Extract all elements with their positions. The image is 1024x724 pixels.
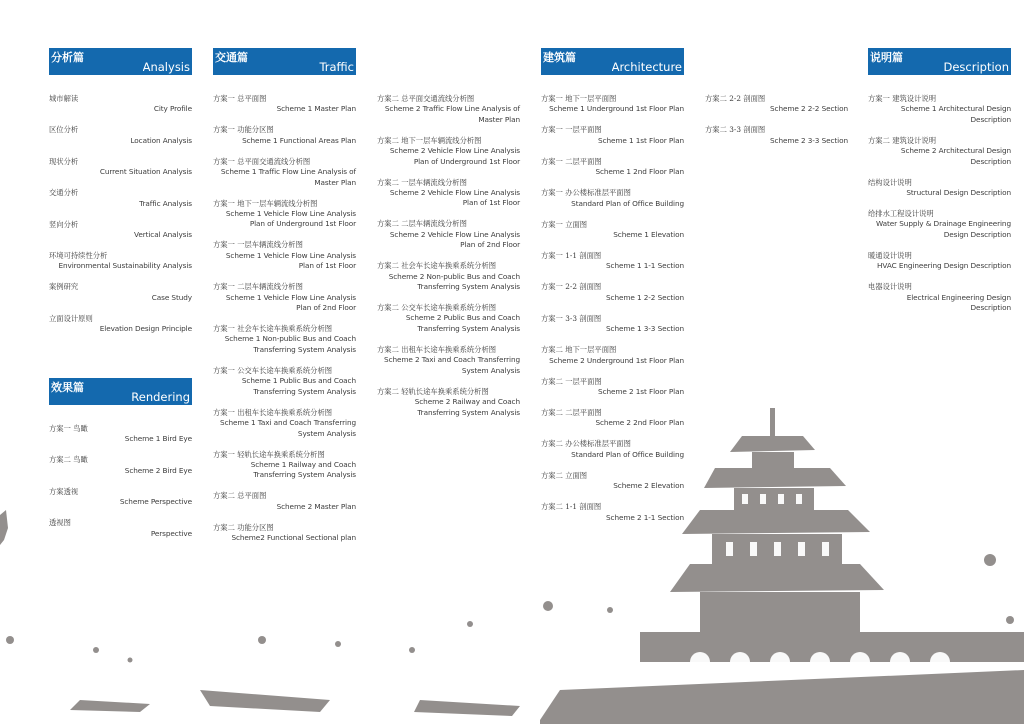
toc-entry-en: Scheme 2 Railway and Coach Transferring System Analysis — [414, 397, 520, 417]
toc-entry-en: Scheme 1 Elevation — [613, 230, 684, 240]
toc-entry-en: Scheme 2 Non-public Bus and Coach Transferring System Analysis — [388, 271, 520, 292]
toc-entry-cn: 方案二 总平面图 — [213, 491, 267, 501]
toc-entry-cn: 方案二 地下一层平面图 — [541, 345, 617, 355]
toc-entry-en: Scheme 1 Vehicle Flow Line Analysis Plan of 1st Floor — [225, 250, 356, 271]
toc-entry-cn: 方案一 一层车辆流线分析图 — [213, 240, 303, 250]
toc-entry-cn: 方案二 鸟瞰 — [49, 455, 88, 465]
toc-entry-cn: 方案二 1-1 剖面图 — [541, 502, 602, 512]
toc-entry-cn: 方案二 社会车长途车换乘系统分析图 — [377, 261, 497, 271]
toc-entry-en: Scheme 2 Vehicle Flow Line Analysis Plan of 1st Floor — [389, 188, 520, 208]
toc-entry-en: Scheme 1 1st Floor Plan — [598, 135, 684, 145]
toc-entry-cn: 方案一 出租车长途车换乘系统分析图 — [213, 407, 333, 417]
header-architecture-cn: 建筑篇 — [543, 51, 576, 64]
toc-entry-en: Scheme 1 Public Bus and Coach Transferring System Analysis — [241, 376, 356, 396]
toc-entry-cn: 方案二 总平面交通流线分析图 — [377, 94, 475, 103]
toc-entry-en: Structural Design Description — [906, 188, 1011, 198]
toc-entry-cn: 城市解读 — [49, 94, 79, 103]
toc-entry-en: Elevation Design Principle — [99, 324, 192, 334]
toc-entry-en: Scheme 2 3-3 Section — [770, 135, 848, 145]
terrace — [540, 670, 1024, 724]
toc-entry-cn: 方案二 功能分区图 — [213, 522, 274, 532]
toc-entry-en: Electrical Engineering Design Description — [906, 292, 1011, 313]
pagoda-tier-top — [752, 452, 794, 468]
toc-entry-en: Scheme 1 3-3 Section — [606, 324, 684, 334]
toc-entry-en: Scheme 2 Vehicle Flow Line Analysis Plan of 2nd Floor — [389, 229, 520, 250]
header-rendering-cn: 效果篇 — [51, 381, 84, 394]
toc-entry-cn: 方案一 总平面交通流线分析图 — [213, 156, 311, 166]
toc-entry-cn: 方案二 3-3 剖面图 — [705, 125, 766, 135]
toc-entry-en: Environmental Sustainability Analysis — [58, 261, 192, 271]
toc-entry-en: Scheme 2 1st Floor Plan — [598, 387, 684, 397]
header-traffic-en: Traffic — [319, 60, 354, 74]
toc-entry-en: Water Supply & Drainage Engineering Design Description — [875, 219, 1011, 239]
toc-entry-en: Current Situation Analysis — [99, 167, 192, 177]
toc-entry-en: Traffic Analysis — [139, 198, 192, 208]
toc-entry-cn: 方案一 办公楼标准层平面图 — [541, 188, 631, 198]
toc-entry-en: Standard Plan of Office Building — [571, 198, 684, 208]
header-architecture-en: Architecture — [611, 60, 682, 74]
toc-entry-cn: 现状分析 — [49, 156, 79, 166]
toc-entry-cn: 方案二 二层平面图 — [541, 408, 602, 418]
pagoda-roof-base — [670, 564, 884, 592]
toc-entry-en: Scheme 1 2nd Floor Plan — [595, 167, 684, 177]
toc-entry-cn: 透视图 — [49, 518, 71, 528]
toc-entry-cn: 方案二 立面图 — [541, 470, 588, 480]
toc-entry-en: Scheme 2 Underground 1st Floor Plan — [549, 355, 684, 365]
toc-entry-cn: 方案一 2-2 剖面图 — [541, 282, 602, 292]
header-description-cn: 说明篇 — [870, 51, 903, 64]
toc-entry-cn: 方案一 社会车长途车换乘系统分析图 — [213, 324, 333, 334]
pagoda-roof-top — [730, 436, 815, 452]
toc-entry-en: HVAC Engineering Design Description — [877, 261, 1011, 271]
header-rendering-en: Rendering — [131, 390, 190, 404]
toc-entry-cn: 案例研究 — [49, 282, 79, 292]
toc-entry-en: Scheme 2 Public Bus and Coach Transferring System Analysis — [405, 313, 520, 333]
toc-entry-cn: 方案一 总平面图 — [213, 94, 267, 103]
toc-entry-cn: 方案一 二层车辆流线分析图 — [213, 282, 303, 292]
toc-entry-en: Scheme 1 Master Plan — [276, 104, 356, 114]
header-traffic-cn: 交通篇 — [215, 51, 248, 64]
toc-entry-en: Scheme 2 Traffic Flow Line Analysis of Master Plan — [384, 104, 520, 124]
toc-entry-cn: 方案二 二层车辆流线分析图 — [377, 219, 467, 229]
toc-entry-en: Scheme 1 Bird Eye — [124, 434, 192, 444]
toc-entry-en: Scheme 2 Architectural Design Description — [900, 146, 1011, 166]
toc-entry-cn: 方案二 公交车长途车换乘系统分析图 — [377, 303, 497, 313]
toc-entry-en: Standard Plan of Office Building — [571, 449, 684, 459]
toc-entry-cn: 方案一 轻轨长途车换乘系统分析图 — [213, 449, 325, 459]
toc-entry-en: Scheme Perspective — [119, 497, 192, 507]
toc-entry-en: Scheme 1 Taxi and Coach Transferring System Analysis — [220, 418, 356, 438]
toc-entry-en: Scheme 1 Railway and Coach Transferring System Analysis — [250, 459, 356, 480]
toc-entry-en: Scheme 1 1-1 Section — [606, 261, 684, 271]
toc-entry-en: Scheme 1 Traffic Flow Line Analysis of Master Plan — [220, 167, 356, 187]
toc-entry-cn: 方案透视 — [49, 486, 79, 496]
toc-entry-en: Scheme 2 Vehicle Flow Line Analysis Plan of Underground 1st Floor — [389, 146, 520, 166]
header-analysis-cn: 分析篇 — [51, 51, 84, 64]
toc-entry-en: Scheme 1 Non-public Bus and Coach Transferring System Analysis — [224, 334, 356, 354]
toc-entry-cn: 区位分析 — [49, 125, 79, 135]
toc-entry-en: Perspective — [150, 528, 192, 538]
toc-entry-cn: 方案一 公交车长途车换乘系统分析图 — [213, 365, 333, 375]
toc-entry-cn: 方案一 建筑设计说明 — [868, 94, 936, 103]
pagoda-tier-base — [700, 592, 860, 632]
toc-entry-cn: 方案二 2-2 剖面图 — [705, 94, 766, 103]
toc-entry-cn: 暖通设计说明 — [868, 250, 912, 260]
toc-entry-en: Scheme 2 Master Plan — [276, 501, 356, 511]
toc-entry-en: Scheme 2 Taxi and Coach Transferring System Analysis — [384, 355, 520, 375]
toc-entry-cn: 方案二 一层车辆流线分析图 — [377, 177, 467, 187]
toc-entry-en: Case Study — [151, 292, 192, 302]
toc-entry-cn: 方案一 1-1 剖面图 — [541, 251, 602, 261]
toc-entry-en: Scheme 2 1-1 Section — [606, 512, 684, 522]
toc-entry-cn: 竖向分析 — [49, 219, 79, 229]
toc-entry-en: Scheme 2 Elevation — [613, 481, 684, 491]
toc-entry-en: Scheme 2 2-2 Section — [770, 104, 848, 114]
toc-entry-cn: 方案二 地下一层车辆流线分析图 — [377, 135, 482, 145]
toc-entry-cn: 方案一 地下一层车辆流线分析图 — [213, 198, 318, 208]
toc-entry-cn: 方案二 一层平面图 — [541, 376, 602, 386]
toc-entry-cn: 方案一 3-3 剖面图 — [541, 313, 602, 323]
pagoda-roof-lower — [682, 510, 870, 534]
toc-entry-en: Scheme 1 Vehicle Flow Line Analysis Plan of 2nd Floor — [225, 292, 356, 313]
toc-entry-cn: 结构设计说明 — [868, 177, 912, 187]
toc-entry-cn: 方案二 轻轨长途车换乘系统分析图 — [377, 386, 489, 396]
header-analysis-en: Analysis — [142, 60, 190, 74]
toc-entry-cn: 给排水工程设计说明 — [868, 209, 934, 219]
toc-entry-cn: 方案一 地下一层平面图 — [541, 94, 617, 103]
toc-entry-cn: 方案二 出租车长途车换乘系统分析图 — [377, 344, 497, 354]
header-description-en: Description — [943, 60, 1009, 74]
toc-entry-en: Scheme 1 Architectural Design Description — [900, 104, 1011, 124]
toc-entry-cn: 方案一 鸟瞰 — [49, 424, 88, 433]
toc-entry-cn: 方案一 二层平面图 — [541, 156, 602, 166]
toc-entry-cn: 立面设计原则 — [49, 313, 93, 323]
toc-entry-cn: 方案二 办公楼标准层平面图 — [541, 439, 631, 449]
pagoda-roof-middle — [704, 468, 846, 488]
toc-entry-en: Scheme 1 Underground 1st Floor Plan — [549, 104, 684, 114]
toc-entry-cn: 方案一 一层平面图 — [541, 125, 602, 135]
toc-entry-cn: 电器设计说明 — [868, 282, 912, 292]
toc-entry-en: City Profile — [153, 104, 192, 114]
toc-entry-cn: 方案一 立面图 — [541, 219, 588, 229]
toc-entry-cn: 交通分析 — [49, 188, 79, 198]
toc-entry-en: Vertical Analysis — [134, 230, 192, 240]
toc-entry-en: Scheme2 Functional Sectional plan — [231, 533, 356, 543]
toc-entry-en: Scheme 2 Bird Eye — [124, 465, 192, 475]
pagoda-spire — [770, 408, 775, 436]
toc-entry-en: Scheme 1 Functional Areas Plan — [242, 135, 356, 145]
toc-entry-en: Scheme 1 Vehicle Flow Line Analysis Plan of Underground 1st Floor — [225, 209, 356, 229]
ink-splash-left — [0, 510, 8, 545]
toc-entry-cn: 方案二 建筑设计说明 — [868, 135, 936, 145]
toc-entry-en: Location Analysis — [130, 135, 192, 145]
toc-entry-en: Scheme 1 2-2 Section — [606, 292, 684, 302]
toc-entry-cn: 方案一 功能分区图 — [213, 125, 274, 135]
toc-entry-en: Scheme 2 2nd Floor Plan — [595, 418, 684, 428]
toc-entry-cn: 环境可持续性分析 — [49, 251, 108, 261]
